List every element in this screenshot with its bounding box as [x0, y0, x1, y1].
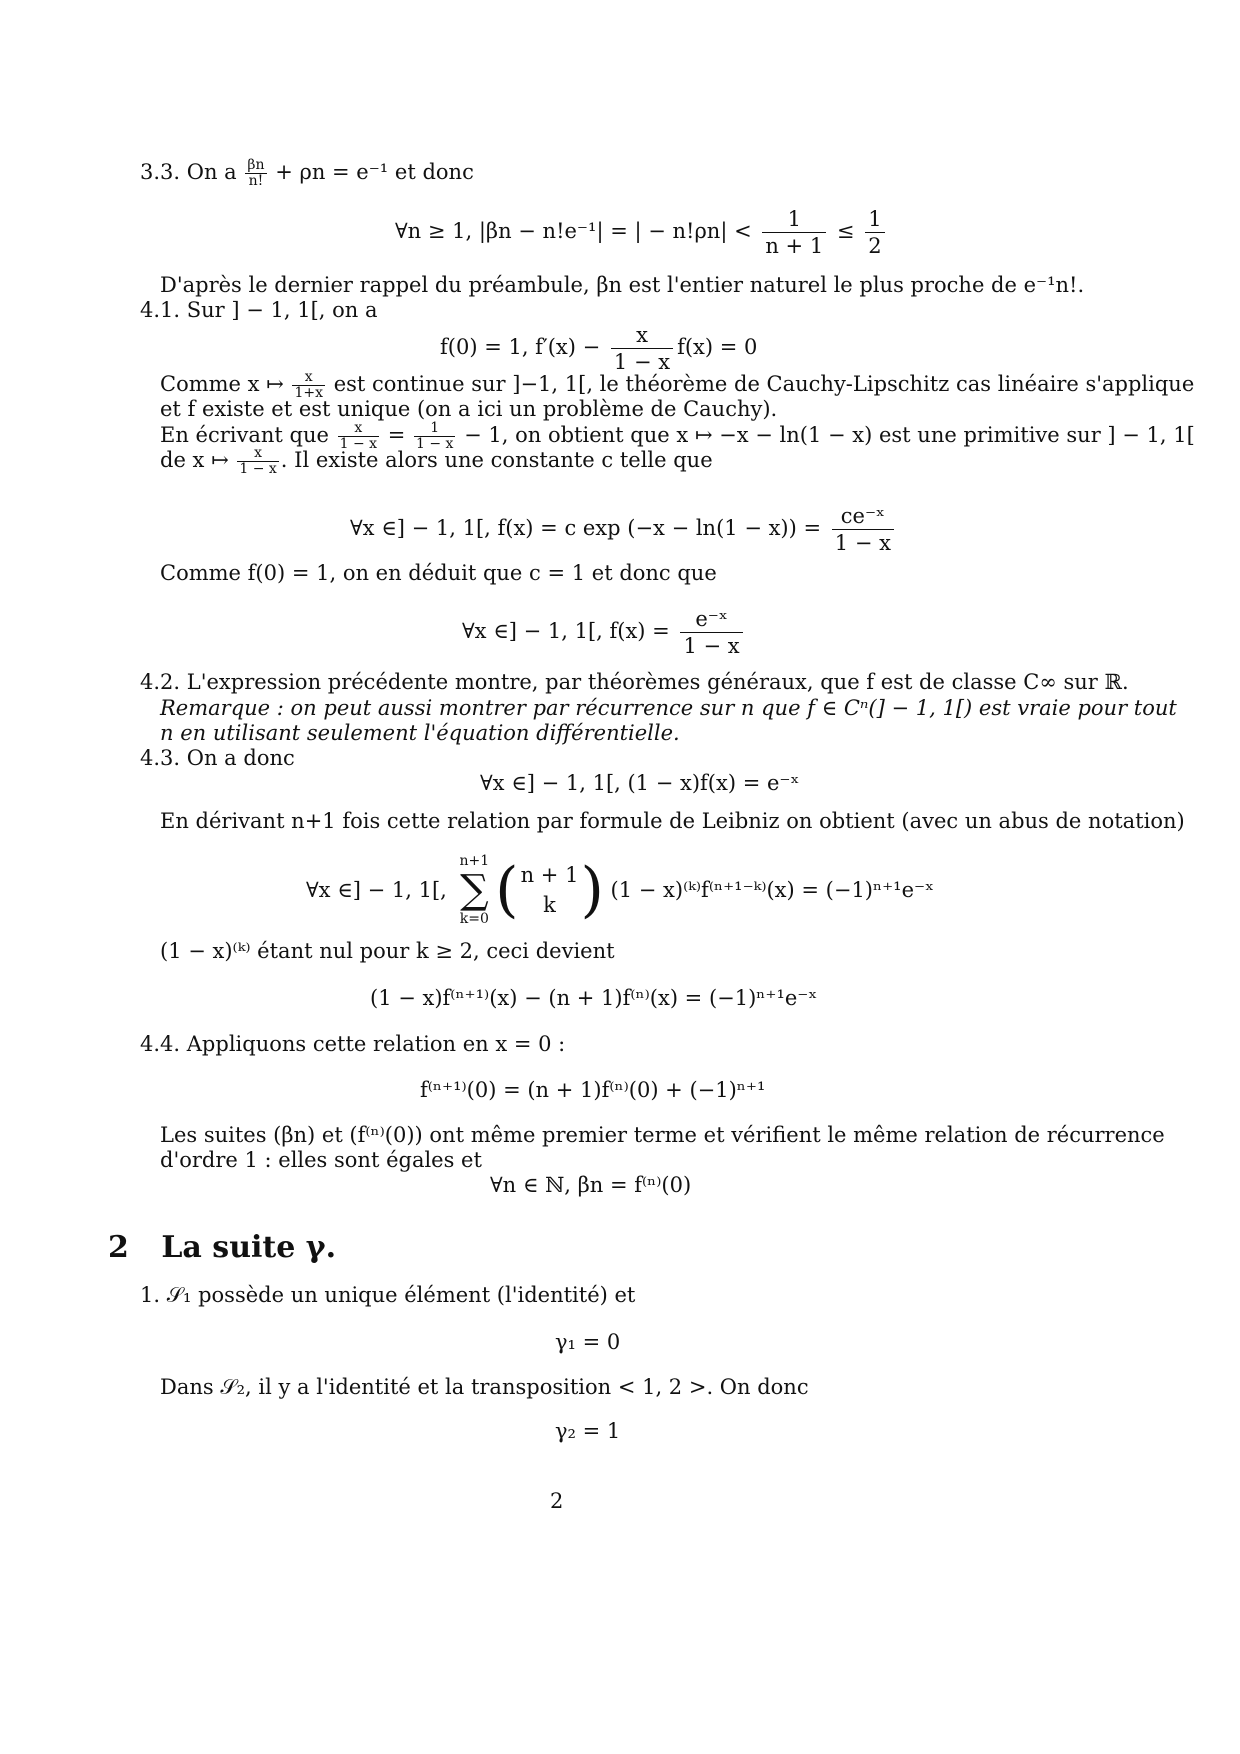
q43-equation2: (1 − x)f⁽ⁿ⁺¹⁾(x) − (n + 1)f⁽ⁿ⁾(x) = (−1)ⁿ⁺¹e⁻ˣ — [370, 986, 818, 1010]
s2-text2: Dans 𝒮₂, il y a l'identité et la transposition < 1, 2 >. On donc — [160, 1375, 809, 1399]
q43-leibniz: ∀x ∈] − 1, 1[, n+1 ∑ k=0 ( n + 1 k ) (1 − x)⁽ᵏ⁾f⁽ⁿ⁺¹⁻ᵏ⁾(x) = (−1)ⁿ⁺¹e⁻ˣ — [306, 853, 934, 927]
q44-equation: f⁽ⁿ⁺¹⁾(0) = (n + 1)f⁽ⁿ⁾(0) + (−1)ⁿ⁺¹ — [420, 1078, 766, 1102]
q41-equation: f(0) = 1, f′(x) − $\frac{x}{1 - x}$ f(x) = 0 — [440, 323, 758, 374]
q44-equation2: ∀n ∈ ℕ, βn = f⁽ⁿ⁾(0) — [490, 1173, 692, 1197]
q41-intro: 4.1. Sur ] − 1, 1[, on a — [140, 298, 378, 322]
q44-text1: Les suites (βn) et (f⁽ⁿ⁾(0)) ont même premier terme et vérifient le même relation de récurrence — [160, 1123, 1165, 1147]
q41-line2: et f existe et est unique (on a ici un problème de Cauchy). — [160, 397, 778, 421]
q42-remark1: Remarque : on peut aussi montrer par récurrence sur n que f ∈ Cⁿ(] − 1, 1[) est vraie pour tout — [160, 696, 1177, 720]
s2-eq1: γ₁ = 0 — [555, 1330, 621, 1354]
q42-text: 4.2. L'expression précédente montre, par théorèmes généraux, que f est de classe C∞ sur ℝ. — [140, 670, 1129, 694]
q41-equation3: ∀x ∈] − 1, 1[, f(x) = $\frac{\text{e⁻ˣ}}{1 - x}$ — [462, 606, 747, 659]
q33-intro: 3.3. On a $\frac{\beta n}{n!}$ + ρn = e⁻¹ et donc — [140, 157, 474, 189]
s2-item1: 1. 𝒮₁ possède un unique élément (l'identité) et — [140, 1283, 636, 1307]
q43-text2: (1 − x)⁽ᵏ⁾ étant nul pour k ≥ 2, ceci devient — [160, 939, 615, 963]
s2-eq2: γ₂ = 1 — [555, 1419, 621, 1443]
q43-text: En dérivant n+1 fois cette relation par formule de Leibniz on obtient (avec un abus de notation) — [160, 809, 1185, 833]
q42-remark2: n en utilisant seulement l'équation différentielle. — [160, 721, 680, 745]
q44-intro: 4.4. Appliquons cette relation en x = 0 : — [140, 1032, 566, 1056]
q33-inequality: ∀n ≥ 1, |βn − n!e⁻¹| = | − n!ρn| < $\frac{1}{n + 1}$ ≤ $\frac{1}{2}$ — [395, 206, 889, 259]
q43-equation: ∀x ∈] − 1, 1[, (1 − x)f(x) = e⁻ˣ — [480, 771, 800, 795]
beta-over-factorial: $\frac{\beta n}{n!}$ — [247, 157, 265, 189]
q33-conclusion: D'après le dernier rappel du préambule, βn est l'entier naturel le plus proche de e⁻¹n!. — [160, 273, 1085, 297]
q41-line3: En écrivant que $\frac{x}{1 - x}$ = $\frac{1}{1 - x}$ − 1, on obtient que x ↦ −x − ln(1 − x) est une primitive sur ] − 1, 1[ — [160, 420, 1195, 452]
q41-line4: de x ↦ $\frac{x}{1 - x}$ . Il existe alors une constante c telle que — [160, 445, 713, 477]
q44-text2: d'ordre 1 : elles sont égales et — [160, 1148, 482, 1172]
section-title: La suite γ. — [161, 1230, 337, 1265]
q43-intro: 4.3. On a donc — [140, 746, 295, 770]
q41-equation2: ∀x ∈] − 1, 1[, f(x) = c exp (−x − ln(1 − x)) = $\frac{\text{ce⁻ˣ}}{1 - x}$ — [350, 503, 898, 556]
section-number: 2 — [108, 1230, 129, 1265]
page-number: 2 — [550, 1489, 564, 1513]
binomial: n + 1 k — [520, 863, 579, 917]
q41-line1: Comme x ↦ $\frac{x}{1+x}$ est continue sur ]−1, 1[, le théorème de Cauchy-Lipschitz cas linéaire s'applique — [160, 369, 1195, 401]
sum-sign: n+1 ∑ k=0 — [459, 853, 490, 927]
q33-label: 3.3. — [140, 160, 181, 184]
q41-line5: Comme f(0) = 1, on en déduit que c = 1 et donc que — [160, 561, 717, 585]
section-heading — [108, 1230, 336, 1265]
